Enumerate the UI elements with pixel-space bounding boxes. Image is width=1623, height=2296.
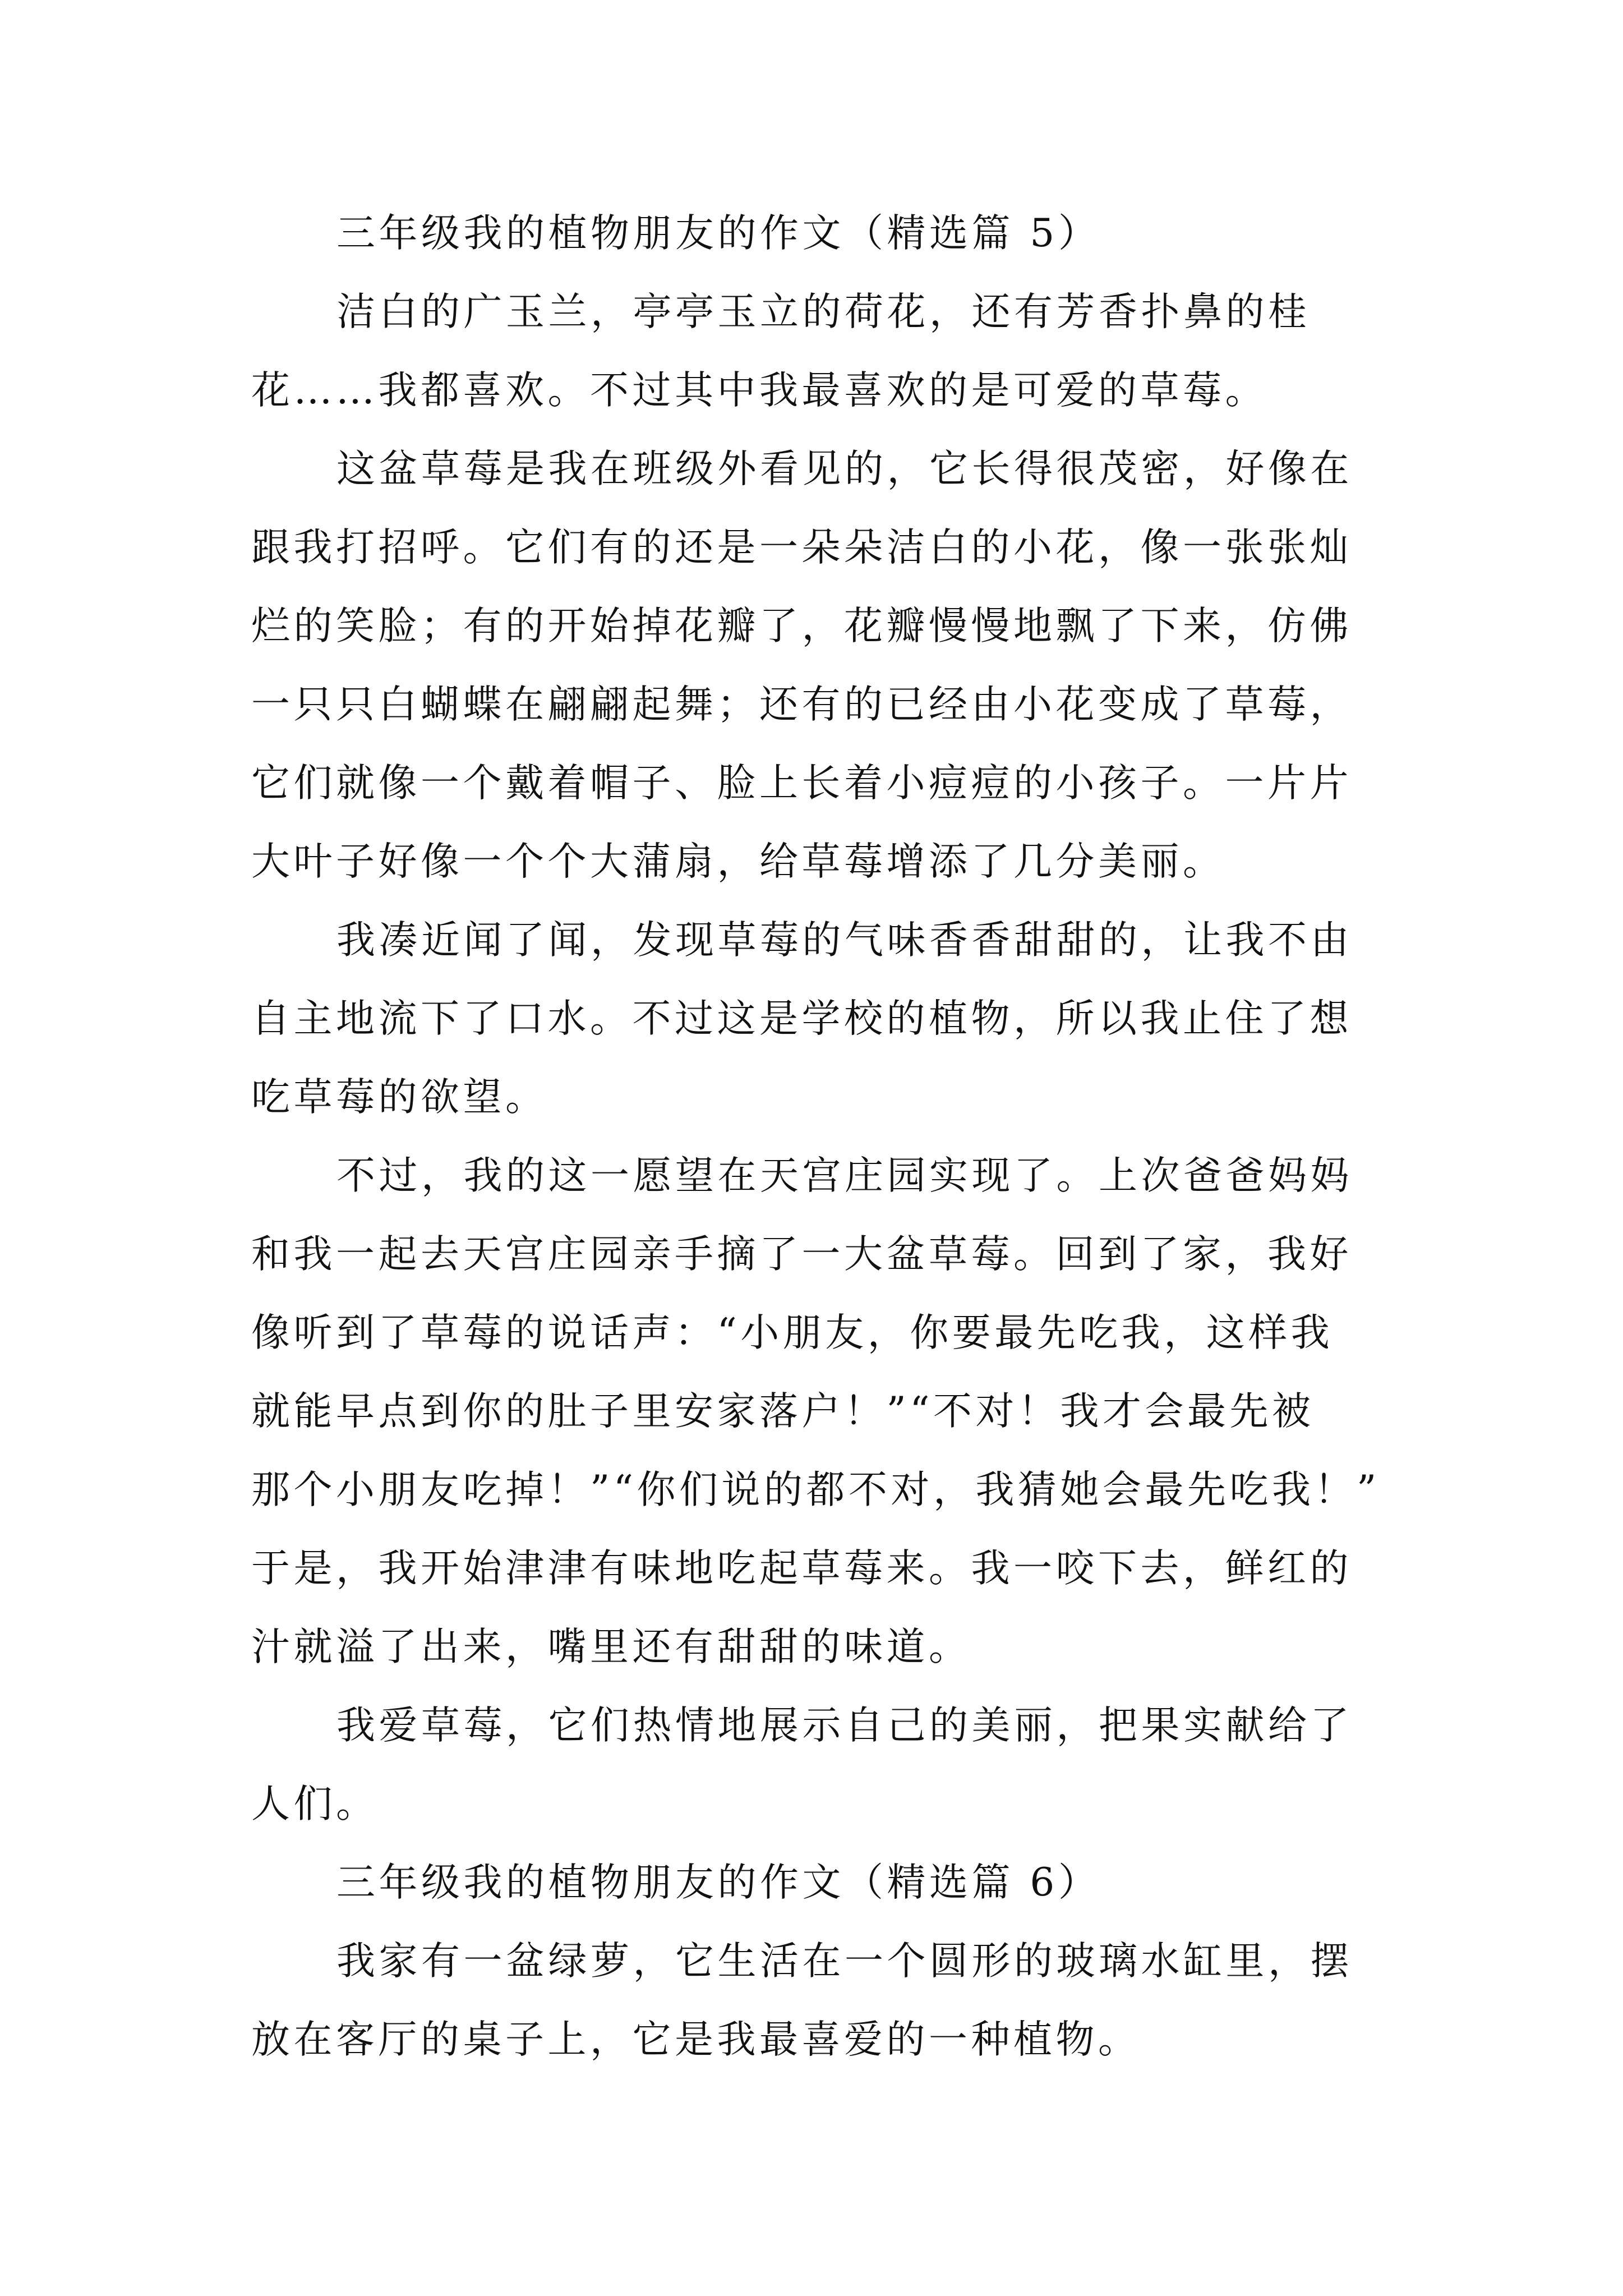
paragraph-line: 放在客厅的桌子上，它是我最喜爱的一种植物。 — [251, 2017, 1141, 2062]
paragraph-line: 人们。 — [251, 1782, 379, 1826]
paragraph-smell — [251, 901, 1384, 1137]
paragraph-line: 和我一起去天宫庄园亲手摘了一大盆草莓。回到了家，我好 — [251, 1232, 1352, 1277]
paragraph-line: 我凑近闻了闻，发现草莓的气味香香甜甜的，让我不由 — [336, 918, 1353, 963]
paragraph-strawberry-pot — [251, 430, 1384, 901]
essay-heading-5 — [251, 194, 1384, 273]
paragraph-line: 花……我都喜欢。不过其中我最喜欢的是可爱的草莓。 — [251, 368, 1267, 413]
essay-heading-6 — [251, 1843, 1384, 1922]
paragraph-line: 那个小朋友吃掉！”“你们说的都不对，我猜她会最先吃我！” — [251, 1467, 1380, 1512]
paragraph-line: 我爱草莓，它们热情地展示自己的美丽，把果实献给了 — [336, 1703, 1353, 1748]
paragraph-line: 像听到了草莓的说话声：“小朋友，你要最先吃我，这样我 — [251, 1310, 1334, 1355]
paragraph-line: 烂的笑脸；有的开始掉花瓣了，花瓣慢慢地飘了下来，仿佛 — [251, 604, 1352, 648]
paragraph-line: 大叶子好像一个个大蒲扇，给草莓增添了几分美丽。 — [251, 839, 1225, 884]
paragraph-line: 不过，我的这一愿望在天宫庄园实现了。上次爸爸妈妈 — [336, 1153, 1353, 1198]
paragraph-line: 我家有一盆绿萝，它生活在一个圆形的玻璃水缸里，摆 — [336, 1939, 1353, 1984]
paragraph-line: 吃草莓的欲望。 — [251, 1075, 548, 1120]
paragraph-conclusion — [251, 1686, 1384, 1843]
paragraph-line: 就能早点到你的肚子里安家落户！”“不对！我才会最先被 — [251, 1389, 1315, 1434]
paragraph-line: 汁就溢了出来，嘴里还有甜甜的味道。 — [251, 1625, 971, 1669]
paragraph-line: 洁白的广玉兰，亭亭玉立的荷花，还有芳香扑鼻的桂 — [336, 289, 1311, 334]
paragraph-flowers — [251, 273, 1384, 430]
heading-line: 三年级我的植物朋友的作文（精选篇 6） — [336, 1860, 1101, 1905]
heading-line: 三年级我的植物朋友的作文（精选篇 5） — [336, 211, 1101, 256]
paragraph-line: 一只只白蝴蝶在翩翩起舞；还有的已经由小花变成了草莓， — [251, 682, 1352, 727]
paragraph-line: 于是，我开始津津有味地吃起草莓来。我一咬下去，鲜红的 — [251, 1546, 1352, 1591]
paragraph-line: 自主地流下了口水。不过这是学校的植物，所以我止住了想 — [251, 996, 1352, 1041]
paragraph-picking — [251, 1137, 1384, 1686]
paragraph-line: 它们就像一个戴着帽子、脸上长着小痘痘的小孩子。一片片 — [251, 761, 1352, 806]
paragraph-line: 跟我打招呼。它们有的还是一朵朵洁白的小花，像一张张灿 — [251, 525, 1352, 570]
paragraph-pothos — [251, 1922, 1384, 2079]
paragraph-line: 这盆草莓是我在班级外看见的，它长得很茂密，好像在 — [336, 447, 1353, 491]
